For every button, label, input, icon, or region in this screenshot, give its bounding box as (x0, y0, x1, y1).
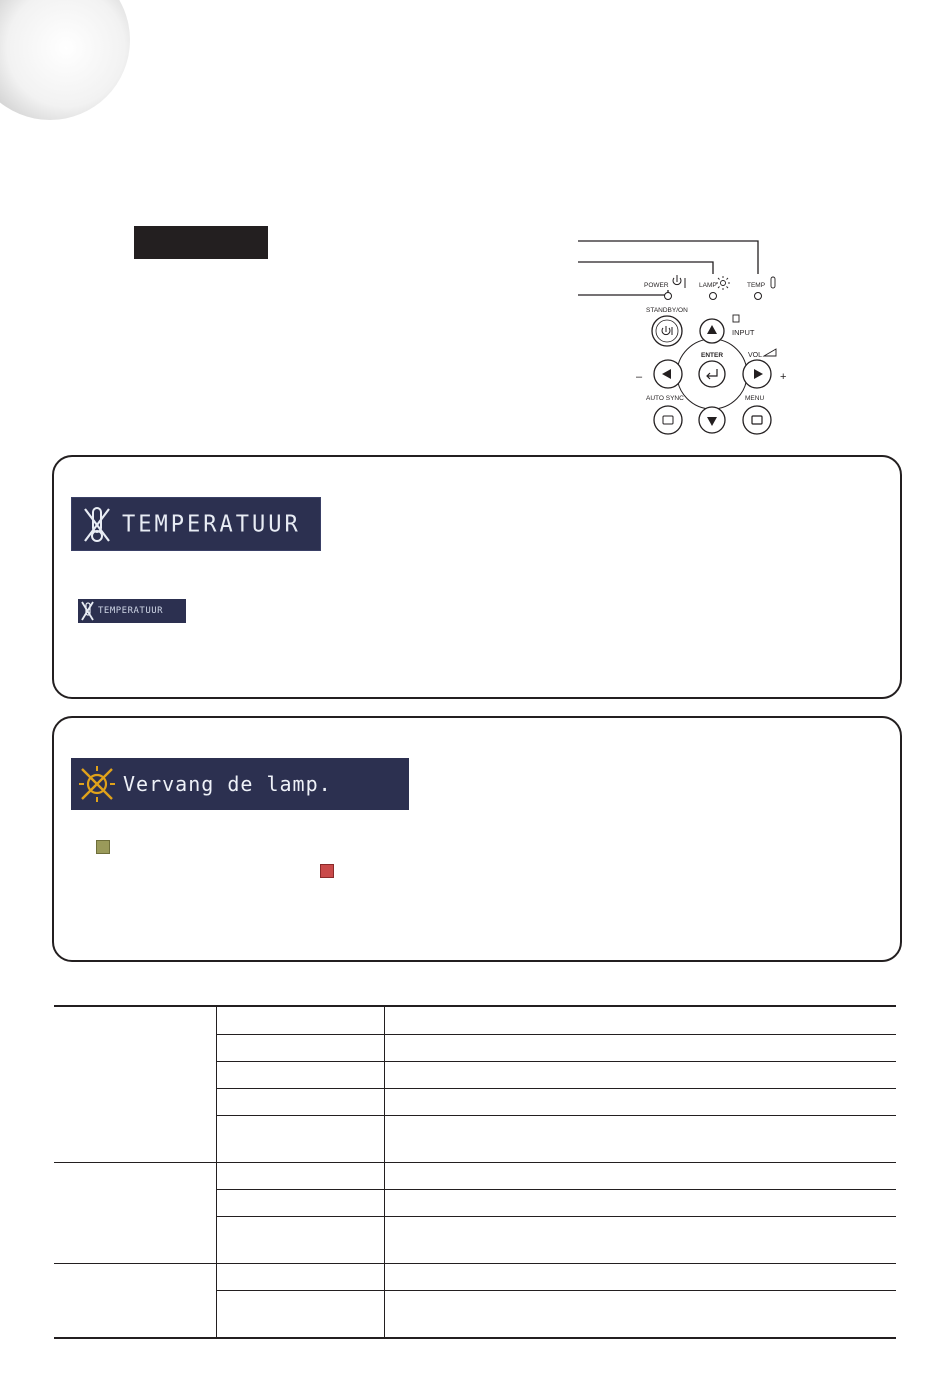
thermometer-icon (771, 277, 775, 288)
power-led (665, 293, 672, 300)
autosync-label: AUTO SYNC (646, 395, 684, 402)
power-indicator-label: POWER (644, 282, 669, 289)
table-cell (217, 1061, 385, 1088)
lamp-osd-text: Vervang de lamp. (123, 772, 332, 796)
table-row (54, 1006, 896, 1034)
enter-button (699, 361, 725, 387)
table-cell (217, 1162, 385, 1189)
lamp-yellow-indicator-icon (96, 840, 110, 854)
table-cell (385, 1115, 897, 1162)
menu-label: MENU (745, 395, 765, 402)
volume-icon (764, 349, 776, 356)
table-cell (385, 1034, 897, 1061)
table-cell (385, 1162, 897, 1189)
table-cell (385, 1263, 897, 1290)
table-cell (385, 1189, 897, 1216)
temp-led (755, 293, 762, 300)
table-cell (217, 1216, 385, 1263)
vol-label: VOL (748, 352, 763, 359)
table-cell (385, 1088, 897, 1115)
plus-label: + (780, 371, 787, 383)
table-cell (385, 1290, 897, 1338)
lamp-indicator-label: LAMP (699, 282, 717, 289)
menu-button (743, 406, 771, 434)
projector-control-panel (570, 232, 810, 442)
lamp-red-indicator-icon (320, 864, 334, 878)
section-tab (134, 226, 268, 259)
thermometer-warning-icon (72, 498, 122, 550)
table-cell (217, 1006, 385, 1034)
table-cell (385, 1061, 897, 1088)
standby-label: STANDBY/ON (646, 307, 688, 314)
temp-leader-line (578, 241, 758, 274)
lamp-replacement-box (52, 716, 902, 962)
standby-on-button (652, 316, 682, 346)
temperature-mini-text: TEMPERATUUR (98, 606, 164, 616)
lamp-leader-line (578, 262, 713, 274)
page-corner-decoration (0, 0, 130, 120)
power-leader-line (578, 290, 668, 295)
table-row (54, 1162, 896, 1189)
table-group-cell (54, 1263, 217, 1338)
autosync-button (654, 406, 682, 434)
minus-label: – (636, 371, 643, 383)
table-group-cell (54, 1162, 217, 1263)
temperature-warning-box (52, 455, 902, 699)
power-symbol-icon (673, 275, 685, 288)
temperature-osd-text: TEMPERATUUR (122, 510, 301, 538)
lamp-warning-icon (71, 758, 123, 810)
lamp-led (710, 293, 717, 300)
input-icon (733, 315, 739, 322)
table-cell (217, 1115, 385, 1162)
table-cell (217, 1034, 385, 1061)
temperature-mini-indicator (78, 599, 186, 623)
enter-label: ENTER (701, 352, 724, 359)
temp-indicator-label: TEMP (747, 282, 766, 289)
temperature-osd-message (71, 497, 321, 551)
table-cell (385, 1006, 897, 1034)
lamp-sun-icon (716, 276, 730, 290)
indicator-status-table (54, 1005, 896, 1339)
table-cell (217, 1088, 385, 1115)
lamp-osd-message (71, 758, 409, 810)
input-label: INPUT (732, 328, 755, 337)
table-cell (385, 1216, 897, 1263)
table-cell (217, 1189, 385, 1216)
table-group-cell (54, 1006, 217, 1162)
table-cell (217, 1290, 385, 1338)
table-row (54, 1263, 896, 1290)
table-cell (217, 1263, 385, 1290)
mini-thermometer-icon (78, 599, 98, 623)
